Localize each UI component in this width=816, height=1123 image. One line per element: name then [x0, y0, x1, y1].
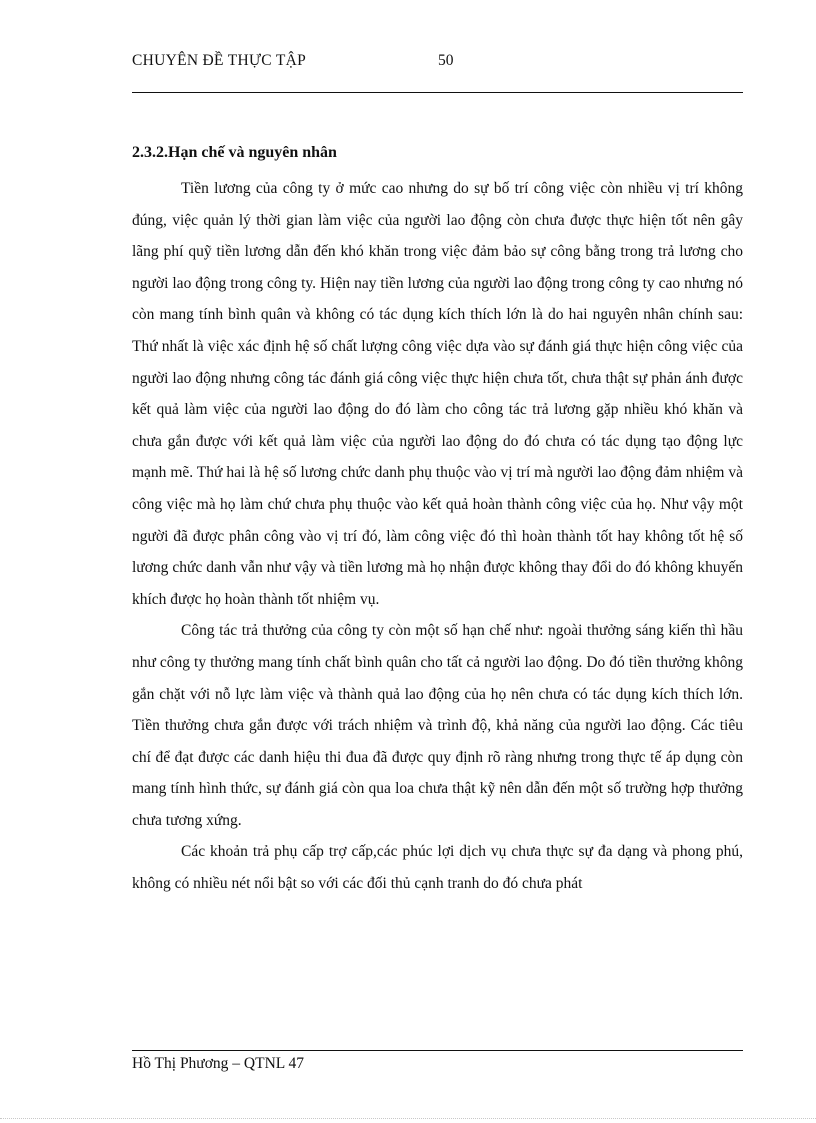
footer-divider — [132, 1050, 743, 1051]
paragraph-salary: Tiền lương của công ty ở mức cao nhưng do sự bố trí công việc còn nhiều vị trí không đúng, việc quản lý thời gian làm việc của người lao động còn chưa được thực hiện tốt nên gây lãng phí quỹ tiền lương dẫn đến khó khăn trong việc đảm bảo sự công bằng trong trả lương cho người lao động trong công ty. Hiện nay tiền lương của người lao động trong công ty cao nhưng nó còn mang tính bình quân và không có tác dụng kích thích lớn là do hai nguyên nhân chính sau: Thứ nhất là việc xác định hệ số chất lượng công việc dựa vào sự đánh giá thực hiện công việc của người lao động nhưng công tác đánh giá công việc thực hiện chưa tốt, chưa thật sự phản ánh được kết quả làm việc của người lao động do đó làm cho công tác trả lương gặp nhiều khó khăn và chưa gắn được với kết quả làm việc của người lao động do đó chưa có tác dụng tạo động lực mạnh mẽ. Thứ hai là hệ số lương chức danh phụ thuộc vào vị trí mà người lao động đảm nhiệm và công việc mà họ làm chứ chưa phụ thuộc vào kết quả hoàn thành công việc của họ. Như vậy một người đã được phân công vào vị trí đó, làm công việc đó thì hoàn thành tốt hay không tốt hệ số lương chức danh vẫn như vậy và tiền lương mà họ nhận được không thay đổi do đó không khuyến khích được họ hoàn thành tốt nhiệm vụ. — [132, 180, 743, 608]
section-heading: 2.3.2.Hạn chế và nguyên nhân — [132, 144, 337, 161]
header-divider — [132, 92, 743, 93]
page-edge-dotted-line — [0, 1118, 816, 1119]
document-body — [132, 142, 743, 900]
paragraph-allowance: Các khoản trả phụ cấp trợ cấp,các phúc lợi dịch vụ chưa thực sự đa dạng và phong phú, không có nhiều nét nổi bật so với các đối thủ cạnh tranh do đó chưa phát — [132, 843, 743, 893]
header-title: CHUYÊN ĐỀ THỰC TẬP — [132, 52, 307, 69]
page-number: 50 — [438, 52, 454, 69]
footer-author: Hồ Thị Phương – QTNL 47 — [132, 1055, 305, 1072]
page-header — [132, 52, 742, 76]
paragraph-bonus: Công tác trả thưởng của công ty còn một số hạn chế như: ngoài thưởng sáng kiến thì hầu như công ty thưởng mang tính chất bình quân cho tất cả người lao động. Do đó tiền thưởng không gắn chặt với nỗ lực làm việc và thành quả lao động của họ nên chưa có tác dụng kích thích lớn. Tiền thưởng chưa gắn được với trách nhiệm và trình độ, khả năng của người lao động. Các tiêu chí để đạt được các danh hiệu thi đua đã được quy định rõ ràng nhưng trong thực tế áp dụng còn mang tính hình thức, sự đánh giá còn qua loa chưa thật kỹ nên dẫn đến một số trường hợp thưởng chưa tương xứng. — [132, 622, 743, 829]
